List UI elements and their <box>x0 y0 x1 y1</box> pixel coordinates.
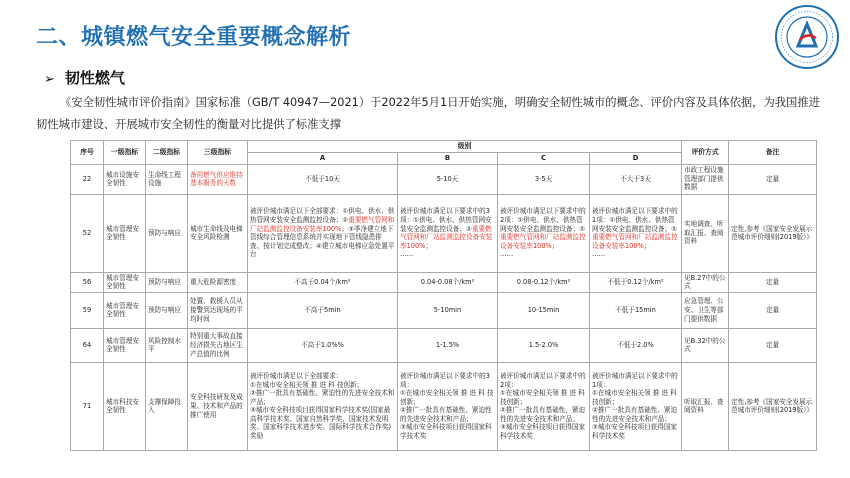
cell-grade-b <box>398 292 498 328</box>
cell-grade-b <box>398 328 498 362</box>
cell-level1: 城市管理安全韧性 <box>104 272 146 292</box>
cell-method: 见B.27中的公式 <box>682 272 729 292</box>
cell-level3 <box>188 328 248 362</box>
cell-text: 被评价城市满足以下全部要求：①供电、供水、供热管网安装安全监测监控设备；② <box>250 207 395 225</box>
cell-grade-d <box>590 194 682 272</box>
table-row <box>71 328 817 362</box>
cell-grade-a <box>248 362 398 450</box>
cell-remark: 定量 <box>729 328 817 362</box>
cell-grade-a <box>248 164 398 194</box>
cell-text: 特别重大事故直接经济损失占地区生产总值的比例 <box>190 332 243 358</box>
header-grade: 级别 <box>248 141 682 153</box>
cell-method: 听取汇报、查阅资料 <box>682 362 729 450</box>
cell-text: 被评价城市满足以下要求中的3项：①供电、供水、供热管网安装安全监测监控设备；② <box>400 207 492 233</box>
table-header-row <box>71 141 817 153</box>
highlight-text: 重要燃气管网和厂站监测监控设备安装率100% <box>592 233 678 250</box>
cell-grade-a <box>248 292 398 328</box>
cell-text: 1.5-2.0% <box>528 341 559 349</box>
header-level2: 二级指标 <box>146 141 188 165</box>
header-grade-c: C <box>498 152 590 164</box>
cell-text: 1-1.5% <box>435 341 460 349</box>
header-level3: 三级指标 <box>188 141 248 165</box>
cell-level1: 城市管理安全韧性 <box>104 292 146 328</box>
table-row <box>71 362 817 450</box>
cell-grade-c <box>498 328 590 362</box>
cell-grade-a <box>248 328 398 362</box>
table-row <box>71 194 817 272</box>
table-row <box>71 272 817 292</box>
cell-grade-d <box>590 328 682 362</box>
cell-grade-c <box>498 362 590 450</box>
cell-index: 56 <box>71 272 104 292</box>
cell-text: 0.08-0.12个/km² <box>516 277 571 286</box>
header-level1: 一级指标 <box>104 141 146 165</box>
cell-level2: 风险控制水平 <box>146 328 188 362</box>
cell-text: 被评价城市满足以下要求中的1项： ①在城市安全相关领 推 进 科 技创新； ②推广一批具有基础性、紧迫性的先进安全技术和产品； ③城市安全科技项目获得国家科学技术奖 <box>592 372 678 440</box>
cell-text: 不低于15min <box>615 306 656 314</box>
header-grade-b: B <box>398 152 498 164</box>
cell-text: 不低于0.12个/km² <box>607 277 664 286</box>
cell-grade-a <box>248 272 398 292</box>
cell-remark: 定性,参考《国家安全发展示范城市评价细则(2019版）》 <box>729 362 817 450</box>
cell-grade-d <box>590 362 682 450</box>
cell-grade-c <box>498 194 590 272</box>
header-remark: 备注 <box>729 141 817 165</box>
association-logo-icon <box>774 4 840 70</box>
cell-text: ； …… <box>592 241 651 259</box>
header-method: 评价方式 <box>682 141 729 165</box>
table-row <box>71 164 817 194</box>
cell-grade-b <box>398 362 498 450</box>
intro-paragraph: 《安全韧性城市评价指南》国家标准（GB/T 40947—2021）于2022年5月1日开始实施，明确安全韧性城市的概念、评价内容及具体依据，为我国推进韧性城市建设、开展城市安全韧性的衡量对比提供了标准支撑 <box>36 96 820 131</box>
cell-text: ； …… <box>500 241 559 259</box>
cell-level1: 城市管理安全韧性 <box>104 328 146 362</box>
cell-text: 被评价城市满足以下要求中的1项：①供电、供水、供热管网安装安全监测监控设备；② <box>592 207 678 233</box>
cell-level2: 预防与响应 <box>146 194 188 272</box>
cell-text: 不大于3天 <box>620 174 651 183</box>
cell-grade-a <box>248 194 398 272</box>
cell-grade-c <box>498 164 590 194</box>
cell-grade-d <box>590 272 682 292</box>
cell-text: 5-10min <box>433 306 462 314</box>
cell-text: 0.04-0.08个/km² <box>420 277 475 286</box>
highlight-text: 重要燃气管网和厂站监测监控设备安装率100% <box>250 216 395 233</box>
cell-level2: 支撑保障投入 <box>146 362 188 450</box>
table-body <box>71 164 817 450</box>
cell-grade-c <box>498 292 590 328</box>
cell-text: 不高于5min <box>304 306 341 314</box>
cell-index: 22 <box>71 164 104 194</box>
highlight-text: 备用燃气供应维持基本服务的天数 <box>190 170 243 188</box>
cell-text: 安全科技研发及成果、技术和产品的推广使用 <box>190 393 243 419</box>
cell-method: 应急管理、公安、卫生等部门提供数据 <box>682 292 729 328</box>
cell-text: 3-5天 <box>534 174 553 183</box>
cell-grade-b <box>398 164 498 194</box>
cell-grade-d <box>590 292 682 328</box>
section-heading <box>44 67 125 88</box>
cell-text: 城市生命线及电梯安全风险检测 <box>190 224 243 242</box>
header-grade-d: D <box>590 152 682 164</box>
evaluation-table <box>70 140 817 451</box>
cell-text: 被评价城市满足以下要求中的2项： ①在城市安全相关领 推 进 科 技创新； ②推广一批具有基础性、紧迫性的先进安全技术和产品； ③城市安全科技项目获得国家科学技术奖 <box>500 372 586 440</box>
cell-level1: 城市科技安全韧性 <box>104 362 146 450</box>
cell-text: 重大危险源密度 <box>190 277 237 286</box>
cell-index: 59 <box>71 292 104 328</box>
cell-level2: 生命线工程设施 <box>146 164 188 194</box>
cell-text: 被评价城市满足以下要求中的2项：①供电、供水、供热管网安装安全监测监控设备；② <box>500 207 586 233</box>
cell-text: 不高于1.0%% <box>301 341 344 349</box>
cell-level2: 预防与响应 <box>146 272 188 292</box>
cell-level3 <box>188 272 248 292</box>
cell-grade-b <box>398 194 498 272</box>
cell-text: 5-10天 <box>436 174 459 183</box>
cell-level3 <box>188 362 248 450</box>
cell-level3 <box>188 292 248 328</box>
cell-method: 市政工程设施管理部门提供数据 <box>682 164 729 194</box>
cell-level1: 城市管理安全韧性 <box>104 194 146 272</box>
cell-method: 见B.32中的公式 <box>682 328 729 362</box>
cell-grade-d <box>590 164 682 194</box>
section-title: 韧性燃气 <box>64 69 125 87</box>
cell-text: ；③季净建立地下管线综合管理信息系统并实现地下管线隐患排查、按计划完成整改；④建立城市电梯应急处置平台 <box>250 224 395 259</box>
cell-text: 不低于2.0% <box>617 341 654 349</box>
cell-level2: 预防与响应 <box>146 292 188 328</box>
header-index: 序号 <box>71 141 104 165</box>
cell-remark: 定量 <box>729 164 817 194</box>
cell-text: 不高于0.04个/km² <box>294 277 351 286</box>
highlight-text: 重要燃气管网和厂站监测监控设备安装率100% <box>500 233 586 250</box>
table-row <box>71 292 817 328</box>
cell-remark: 定量 <box>729 272 817 292</box>
highlight-text: 重要燃气管网和厂站监测监控设备安装率100% <box>400 224 493 250</box>
cell-text: ； …… <box>400 241 433 259</box>
header-grade-a: A <box>248 152 398 164</box>
cell-level3 <box>188 164 248 194</box>
cell-level1: 城市设施安全韧性 <box>104 164 146 194</box>
cell-index: 64 <box>71 328 104 362</box>
cell-method: 实地调查、听取汇报、查阅资料 <box>682 194 729 272</box>
cell-remark: 定量 <box>729 292 817 328</box>
page-title: 二、城镇燃气安全重要概念解析 <box>36 25 352 50</box>
cell-text: 被评价城市满足以下要求中的3项： ①在城市安全相关领 推 进 科 技创新； ②推广一批具有基础性、紧迫性的先进安全技术和产品； ③城市安全科技项目获得国家科学技术奖 <box>400 372 494 440</box>
cell-grade-b <box>398 272 498 292</box>
cell-grade-c <box>498 272 590 292</box>
cell-text: 10-15min <box>527 306 560 314</box>
cell-level3 <box>188 194 248 272</box>
bullet-arrow-icon: ➢ <box>44 72 55 87</box>
cell-text: 处置、救援人员从接警到达现场的平均时间 <box>190 297 243 323</box>
cell-text: 被评价城市满足以下全部要求： ①在城市安全相关领 推 进 科 技创新； ②推广一批具有基础性、紧迫性的先进安全技术和产品； ③城市安全科技项目获得国家科学技术奖(国家最高科学技术奖、国家自然科学奖、国家技术发明奖、国家科学技术进步奖、国际科学技术合作奖)奖励 <box>250 372 395 440</box>
cell-index: 52 <box>71 194 104 272</box>
cell-index: 71 <box>71 362 104 450</box>
cell-text: 不低于10天 <box>305 174 340 183</box>
cell-remark: 定性,参考《国家安全发展示范城市评价细则(2019版）》 <box>729 194 817 272</box>
